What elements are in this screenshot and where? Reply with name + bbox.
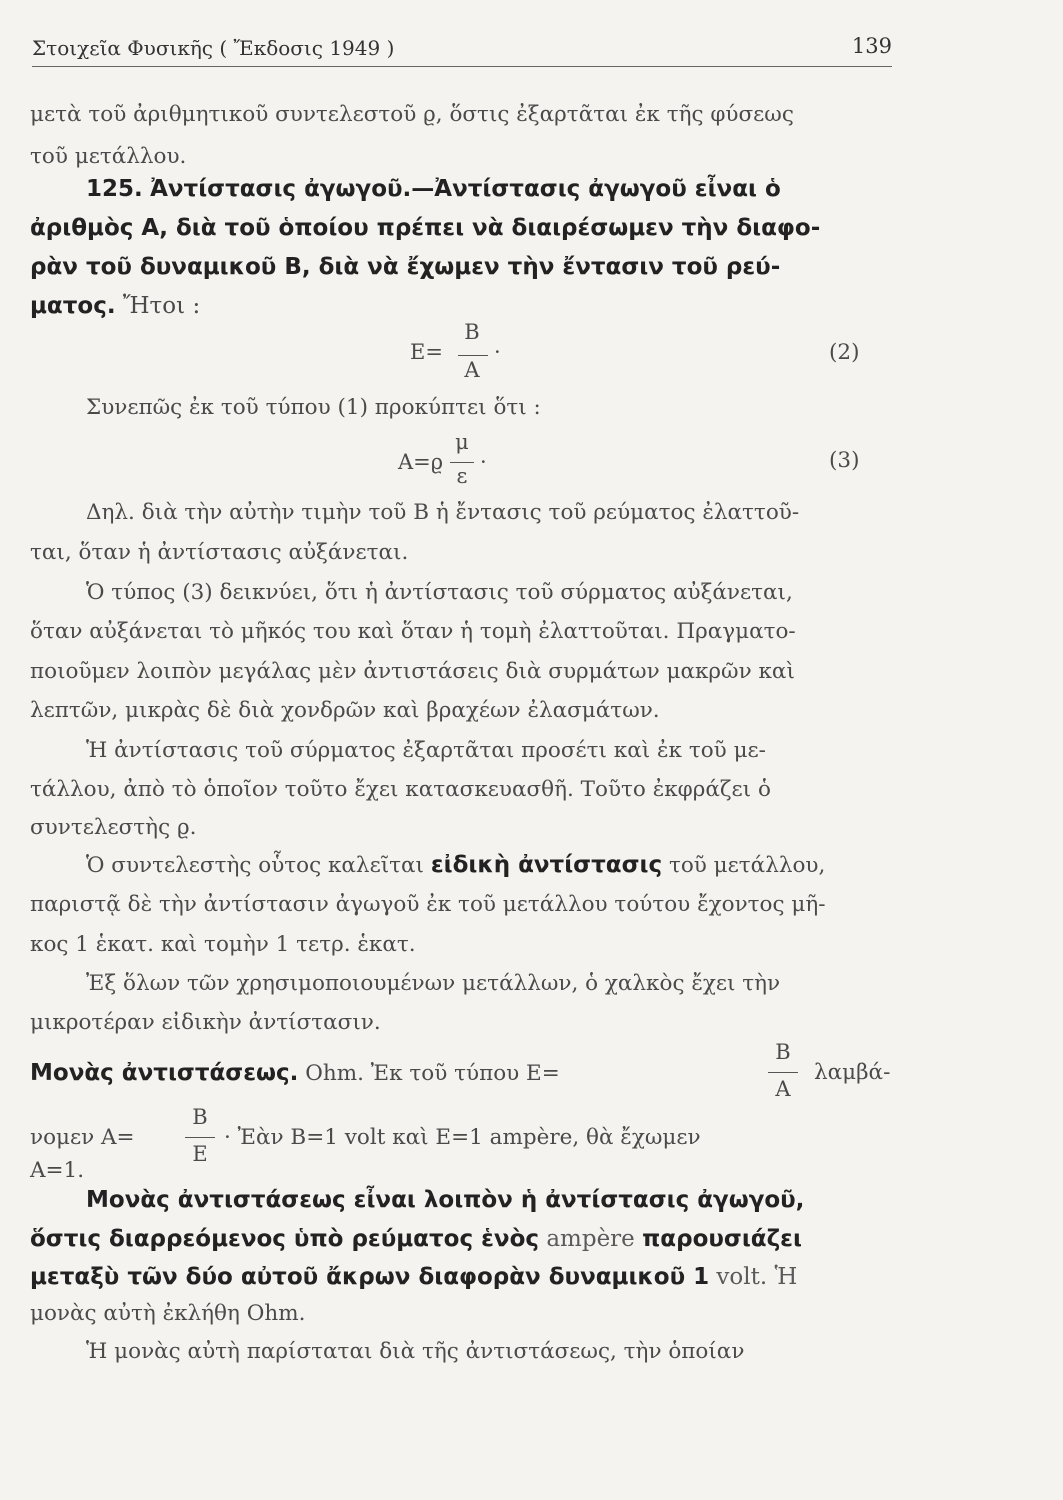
- running-title: Στοιχεῖα Φυσικῆς ( Ἔκδοσις 1949 ): [32, 36, 395, 60]
- unit-line3: Α=1.: [30, 1158, 85, 1183]
- p5-line3: συντελεστὴς ϱ.: [30, 815, 197, 840]
- eq2-dot: ·: [494, 340, 501, 364]
- section-line4-bold: ματος.: [30, 293, 116, 319]
- eq3-lhs: Α=ϱ: [398, 450, 444, 474]
- p5-line1: Ἡ ἀντίστασις τοῦ σύρματος ἐξαρτᾶται προσέτι καὶ ἐκ τοῦ με-: [86, 738, 766, 763]
- def-line4: μονὰς αὐτὴ ἐκλήθη Ohm.: [30, 1301, 306, 1326]
- p4-line1: Ὁ τύπος (3) δεικνύει, ὅτι ἡ ἀντίστασις τοῦ σύρματος αὐξάνεται,: [86, 580, 793, 605]
- unit-f2-bar: [185, 1137, 215, 1138]
- page-number: 139: [851, 34, 892, 58]
- p4-line2: ὅταν αὐξάνεται τὸ μῆκός του καὶ ὅταν ἡ τομὴ ἐλαττοῦται. Πραγματο-: [30, 619, 796, 644]
- def-line2-a: ὅστις διαρρεόμενος ὑπὸ ρεύματος ἑνὸς: [30, 1226, 540, 1252]
- p4-line4: λεπτῶν, μικρὰς δὲ διὰ χονδρῶν καὶ βραχέων ἐλασμάτων.: [30, 698, 660, 723]
- p3-line1: Δηλ. διὰ τὴν αὐτὴν τιμὴν τοῦ Β ἡ ἔντασις τοῦ ρεύματος ἐλαττοῦ-: [86, 500, 800, 525]
- unit-fraction-2: [180, 1105, 230, 1175]
- unit-f2-denominator: Ε: [192, 1142, 208, 1166]
- def-line3-a: μεταξὺ τῶν δύο αὐτοῦ ἄκρων διαφορὰν δυναμικοῦ 1: [30, 1264, 710, 1290]
- section-title: Ἀντίστασις ἀγωγοῦ.: [150, 176, 412, 202]
- p6-line1: [86, 852, 825, 878]
- eq3-numerator: μ: [455, 430, 469, 454]
- def-line1: Μονὰς ἀντιστάσεως εἶναι λοιπὸν ἡ ἀντίστασις ἀγωγοῦ,: [86, 1187, 805, 1213]
- p6-line3: κος 1 ἑκατ. καὶ τομὴν 1 τετρ. ἑκατ.: [30, 932, 416, 957]
- section-line4-rest: Ἤτοι :: [122, 293, 201, 319]
- eq2-lhs: Ε=: [410, 340, 443, 364]
- eq2-denominator: Α: [464, 358, 480, 382]
- p6-line1-b: τοῦ μετάλλου,: [668, 853, 826, 878]
- unit-f1-bar: [768, 1072, 798, 1073]
- p4-line3: ποιοῦμεν λοιπὸν μεγάλας μὲν ἀντιστάσεις διὰ συρμάτων μακρῶν καὶ: [30, 659, 795, 684]
- section-125-heading: [86, 176, 781, 202]
- def-line2: [30, 1226, 802, 1252]
- page-header: [32, 36, 892, 70]
- p8-line1: Ἡ μονὰς αὐτὴ παρίσταται διὰ τῆς ἀντιστάσεως, τὴν ὁποίαν: [86, 1339, 745, 1364]
- eq2-fraction-bar: [458, 355, 488, 356]
- equation-2: [410, 320, 530, 390]
- unit-heading: Μονὰς ἀντιστάσεως.: [30, 1060, 299, 1086]
- unit-line1-b: λαμβά-: [814, 1060, 891, 1085]
- unit-line1: [30, 1060, 560, 1086]
- def-line3: [30, 1264, 797, 1290]
- eq2-label: (2): [829, 340, 860, 365]
- section-line2: ἀριθμὸς Α, διὰ τοῦ ὁποίου πρέπει νὰ διαιρέσωμεν τὴν διαφο-: [30, 215, 821, 241]
- p1-line2: τοῦ μετάλλου.: [30, 144, 187, 169]
- p3-line2: ται, ὅταν ἡ ἀντίστασις αὐξάνεται.: [30, 540, 409, 565]
- eq3-dot: ·: [480, 450, 487, 474]
- p7-line2: μικροτέραν εἰδικὴν ἀντίστασιν.: [30, 1010, 381, 1035]
- eq3-denominator: ε: [456, 464, 468, 488]
- p6-line1-a: Ὁ συντελεστὴς οὗτος καλεῖται: [86, 853, 424, 878]
- p5-line2: τάλλου, ἀπὸ τὸ ὁποῖον τοῦτο ἔχει κατασκευασθῆ. Τοῦτο ἐκφράζει ὁ: [30, 777, 771, 802]
- eq3-fraction-bar: [450, 462, 474, 463]
- header-rule: [32, 66, 892, 67]
- specific-resistance-term: εἰδικὴ ἀντίστασις: [430, 852, 663, 878]
- section-line4: [30, 293, 200, 319]
- unit-fraction-1: [758, 1040, 808, 1110]
- unit-line1-a: Ohm. Ἐκ τοῦ τύπου Ε=: [305, 1061, 560, 1086]
- p2-text: Συνεπῶς ἐκ τοῦ τύπου (1) προκύπτει ὅτι :: [86, 395, 541, 420]
- eq2-numerator: Β: [464, 320, 480, 344]
- def-line3-b: volt. Ἡ: [716, 1264, 798, 1290]
- def-line2-c: παρουσιάζει: [642, 1226, 802, 1252]
- section-number: 125.: [86, 176, 143, 202]
- p7-line1: Ἐξ ὅλων τῶν χρησιμοποιουμένων μετάλλων, ὁ χαλκὸς ἔχει τὴν: [86, 971, 781, 996]
- section-line1-rest: —Ἀντίστασις ἀγωγοῦ εἶναι ὁ: [411, 176, 781, 202]
- def-line2-b: ampère: [546, 1226, 635, 1252]
- unit-f1-numerator: Β: [775, 1040, 791, 1064]
- equation-3: [398, 430, 528, 490]
- unit-line2-a: νομεν Α=: [30, 1125, 135, 1150]
- eq3-label: (3): [829, 448, 860, 473]
- unit-f2-numerator: Β: [192, 1105, 208, 1129]
- p1-line1: μετὰ τοῦ ἀριθμητικοῦ συντελεστοῦ ϱ, ὅστις ἐξαρτᾶται ἐκ τῆς φύσεως: [30, 102, 794, 127]
- p6-line2: παριστᾷ δὲ τὴν ἀντίστασιν ἀγωγοῦ ἐκ τοῦ μετάλλου τούτου ἔχοντος μῆ-: [30, 892, 826, 917]
- section-line3: ρὰν τοῦ δυναμικοῦ Β, διὰ νὰ ἔχωμεν τὴν ἔντασιν τοῦ ρεύ-: [30, 254, 781, 280]
- unit-line2-b: · Ἐὰν Β=1 volt καὶ Ε=1 ampère, θὰ ἔχωμεν: [224, 1125, 701, 1150]
- unit-f1-denominator: Α: [775, 1077, 791, 1101]
